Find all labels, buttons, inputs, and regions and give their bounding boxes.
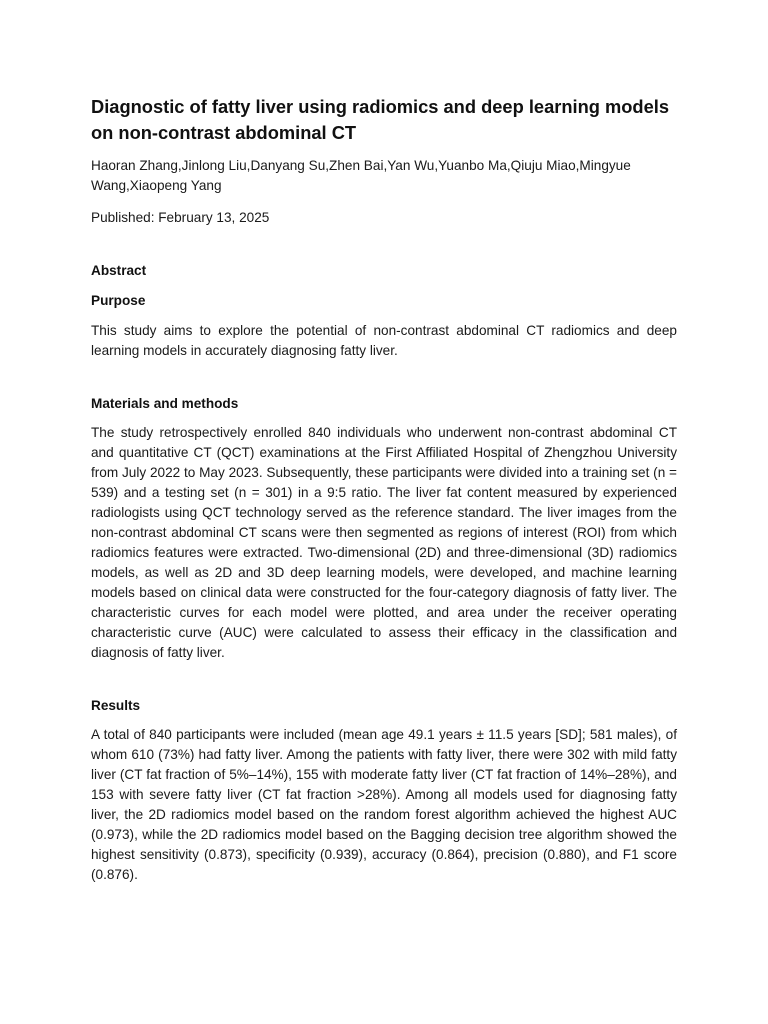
paper-page <box>91 94 677 885</box>
publication-date: Published: February 13, 2025 <box>91 210 270 225</box>
purpose-heading: Purpose <box>91 293 146 308</box>
methods-heading: Materials and methods <box>91 396 239 411</box>
paper-title: Diagnostic of fatty liver using radiomics and deep learning models on non-contrast abdominal CT <box>91 96 670 143</box>
results-paragraph: A total of 840 participants were included (mean age 49.1 years ± 11.5 years [SD]; 581 males), of whom 610 (73%) had fatty liver. Among the patients with fatty liver, there were 302 with mild fatty liver (CT fat fraction of 5%–14%), 155 with moderate fatty liver (CT fat fraction of 14%–28%), and 153 with severe fatty liver (CT fat fraction >28%). Among all models used for diagnosing fatty liver, the 2D radiomics model based on the random forest algorithm achieved the highest AUC (0.973), while the 2D radiomics model based on the Bagging decision tree algorithm showed the highest sensitivity (0.873), specificity (0.939), accuracy (0.864), precision (0.880), and F1 score (0.876). <box>91 727 677 882</box>
methods-paragraph: The study retrospectively enrolled 840 individuals who underwent non-contrast abdominal CT and quantitative CT (QCT) examinations at the First Affiliated Hospital of Zhengzhou University from July 2022 to May 2023. Subsequently, these participants were divided into a training set (n = 539) and a testing set (n = 301) in a 9:5 ratio. The liver fat content measured by experienced radiologists using QCT technology served as the reference standard. The liver images from the non-contrast abdominal CT scans were then segmented as regions of interest (ROI) from which radiomics features were extracted. Two-dimensional (2D) and three-dimensional (3D) radiomics models, as well as 2D and 3D deep learning models, were developed, and machine learning models based on clinical data were constructed for the four-category diagnosis of fatty liver. The characteristic curves for each model were plotted, and area under the receiver operating characteristic curve (AUC) were calculated to assess their efficacy in the classification and diagnosis of fatty liver. <box>91 425 677 660</box>
purpose-paragraph: This study aims to explore the potential of non-contrast abdominal CT radiomics and deep learning models in accurately diagnosing fatty liver. <box>91 323 677 358</box>
author-list: Haoran Zhang,Jinlong Liu,Danyang Su,Zhen Bai,Yan Wu,Yuanbo Ma,Qiuju Miao,Mingyue Wang,Xiaopeng Yang <box>91 158 631 193</box>
results-heading: Results <box>91 698 141 713</box>
abstract-heading: Abstract <box>91 263 147 278</box>
